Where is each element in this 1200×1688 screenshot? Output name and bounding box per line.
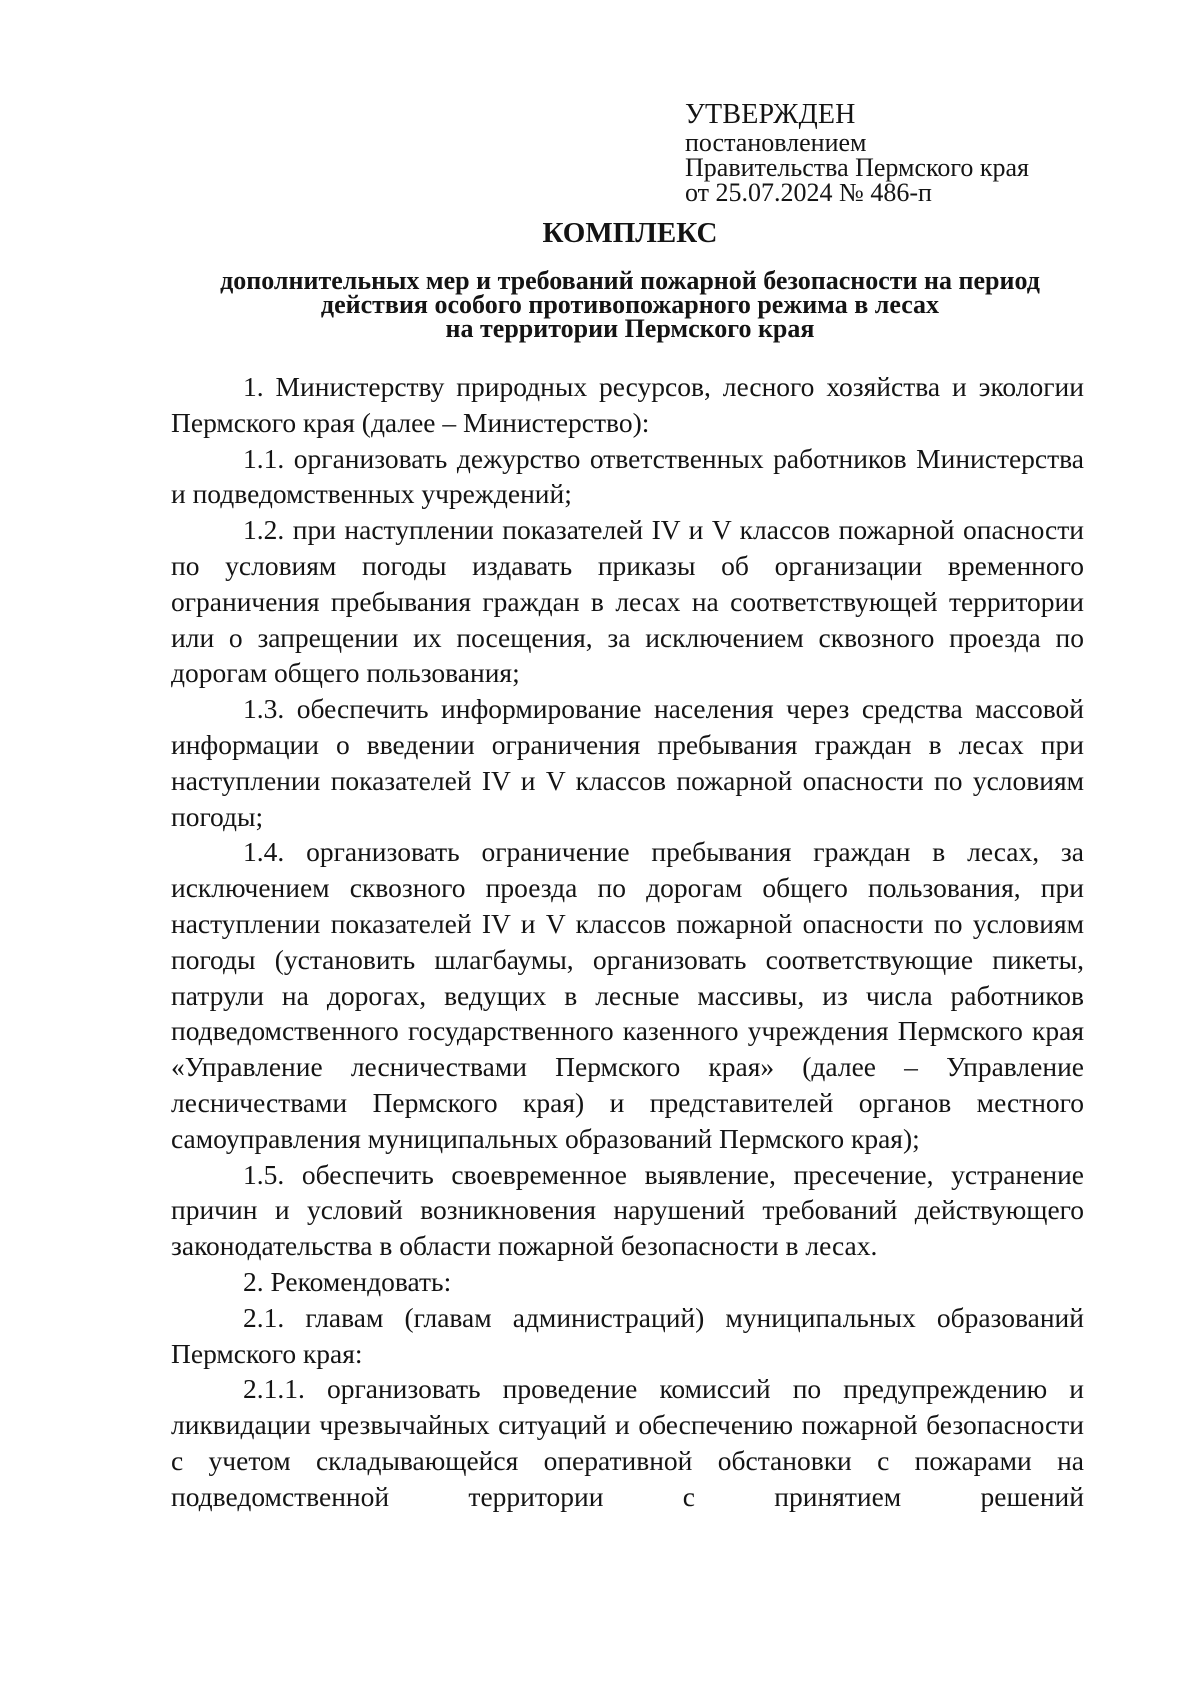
paragraph-1-4: 1.4. организовать ограничение пребывания граждан в лесах, за исключением сквозного проезда по дорогам общего пользования, при наступлении показателей IV и V классов пожарной опасности по условиям погоды (установить шлагбаумы, организовать соответствующие пикеты, патрули на дорогах, ведущих в лесные массивы, из числа работников подведомственного государственного казенного учреждения Пермского края «Управление лесничествами Пермского края» (далее – Управление лесничествами Пермского края) и представителей органов местного самоуправления муниципальных образований Пермского края); (171, 836, 1084, 1154)
approval-stamp (685, 100, 1105, 205)
document-title: КОМПЛЕКС (542, 217, 718, 249)
paragraph-2-1: 2.1. главам (главам администраций) муниципальных образований Пермского края: (171, 1301, 1084, 1369)
document-subtitle-line: действия особого противопожарного режима в лесах (320, 290, 940, 319)
paragraph-1-2: 1.2. при наступлении показателей IV и V классов пожарной опасности по условиям погоды издавать приказы об организации временного ограничения пребывания граждан в лесах на соответствующей территории или о запрещении их посещения, за исключением сквозного проезда по дорогам общего пользования; (171, 514, 1084, 689)
approval-date-line: от 25.07.2024 № 486-п (685, 178, 932, 207)
paragraph-2-1-1: 2.1.1. организовать проведение комиссий по предупреждению и ликвидации чрезвычайных ситуаций и обеспечению пожарной безопасности с учетом складывающейся оперативной обстановки с пожарами на подведомственной территории с принятием решений (171, 1373, 1084, 1512)
document-subtitle-line: на территории Пермского края (445, 314, 815, 343)
approval-line: постановлением (685, 128, 867, 157)
paragraph-1: 1. Министерству природных ресурсов, лесного хозяйства и экологии Пермского края (далее – Министерство): (171, 371, 1084, 438)
approval-line: Правительства Пермского края (685, 153, 1029, 182)
paragraph-2: 2. Рекомендовать: (243, 1265, 452, 1297)
paragraph-1-3: 1.3. обеспечить информирование населения через средства массовой информации о введении ограничения пребывания граждан в лесах при наступлении показателей IV и V классов пожарной опасности по условиям погоды; (171, 693, 1084, 832)
approval-title: УТВЕРЖДЕН (685, 99, 856, 130)
document-body (171, 369, 1084, 1515)
document-heading (150, 215, 1110, 341)
paragraph-1-1: 1.1. организовать дежурство ответственных работников Министерства и подведомственных учреждений; (171, 442, 1084, 510)
paragraph-1-5: 1.5. обеспечить своевременное выявление, пресечение, устранение причин и условий возникновения нарушений требований действующего законодательства в области пожарной безопасности в лесах. (171, 1158, 1084, 1262)
document-subtitle-line: дополнительных мер и требований пожарной безопасности на период (220, 266, 1040, 295)
